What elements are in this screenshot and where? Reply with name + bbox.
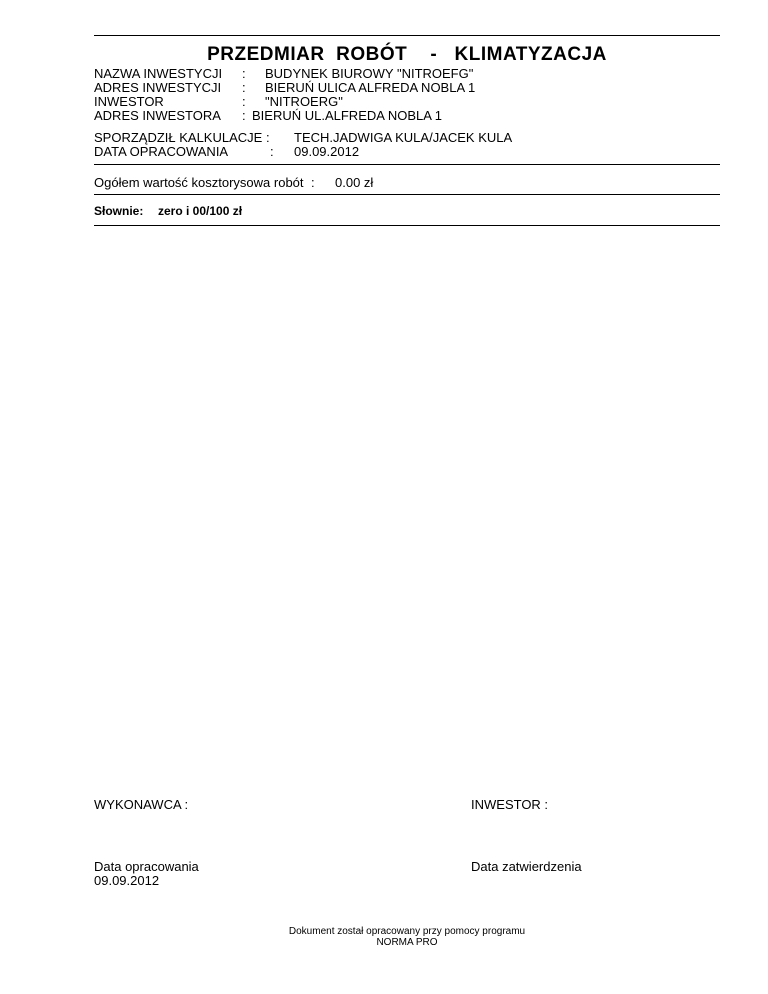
rule — [94, 164, 720, 165]
colon: : — [242, 108, 246, 123]
approval-date-label: Data zatwierdzenia — [471, 859, 582, 874]
investment-address-label: ADRES INWESTYCJI — [94, 80, 222, 95]
rule — [94, 225, 720, 226]
prepared-date-label: DATA OPRACOWANIA — [94, 144, 229, 159]
investor-address-label: ADRES INWESTORA — [94, 108, 221, 123]
investment-name-value: BUDYNEK BIUROWY "NITROEFG" — [265, 66, 474, 81]
colon: : — [311, 175, 315, 190]
investor-address-value: BIERUŃ UL.ALFREDA NOBLA 1 — [252, 108, 443, 123]
colon: : — [266, 130, 270, 145]
words-label: Słownie: — [94, 204, 144, 218]
colon: : — [242, 94, 246, 109]
rule — [94, 194, 720, 195]
total-label: Ogółem wartość kosztorysowa robót — [94, 175, 304, 190]
investor-value: "NITROERG" — [265, 94, 343, 109]
total-value: 0.00 zł — [335, 175, 374, 190]
prepared-date-value: 09.09.2012 — [294, 144, 360, 159]
page-title: PRZEDMIAR ROBÓT - KLIMATYZACJA — [207, 44, 607, 65]
footer-line-2: NORMA PRO — [376, 937, 438, 948]
words-value: zero i 00/100 zł — [158, 204, 243, 218]
investor-label: INWESTOR — [94, 94, 164, 109]
prepared-by-value: TECH.JADWIGA KULA/JACEK KULA — [294, 130, 513, 145]
colon: : — [270, 144, 274, 159]
footer-line-1: Dokument został opracowany przy pomocy programu — [288, 926, 526, 937]
prepared-by-label: SPORZĄDZIŁ KALKULACJE — [94, 130, 263, 145]
top-rule — [94, 35, 720, 36]
investor-signature-label: INWESTOR : — [471, 797, 549, 812]
investment-name-label: NAZWA INWESTYCJI — [94, 66, 223, 81]
colon: : — [242, 80, 246, 95]
prep-date-label: Data opracowania — [94, 859, 199, 874]
prep-date-value: 09.09.2012 — [94, 873, 160, 888]
contractor-label: WYKONAWCA : — [94, 797, 189, 812]
colon: : — [242, 66, 246, 81]
investment-address-value: BIERUŃ ULICA ALFREDA NOBLA 1 — [265, 80, 476, 95]
